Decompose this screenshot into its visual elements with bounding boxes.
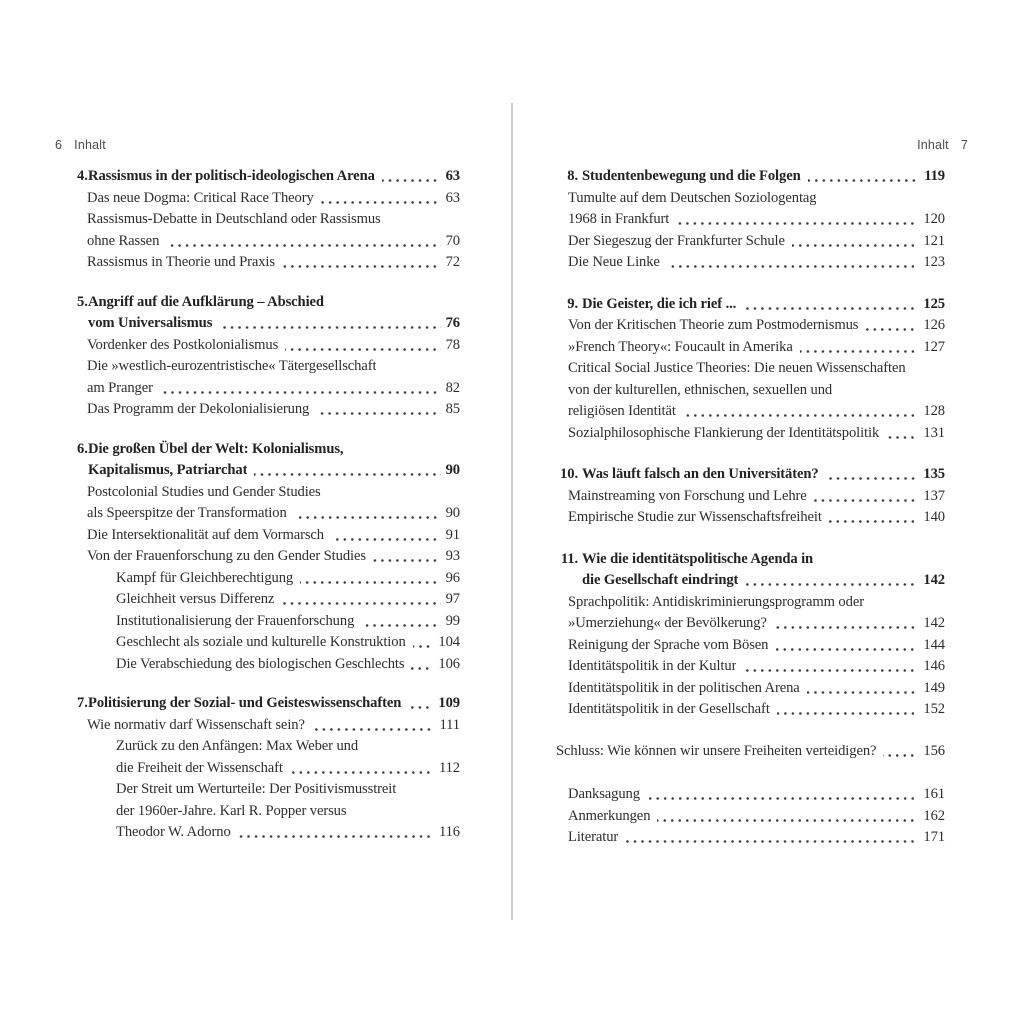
toc-page-number: 112 (438, 759, 460, 776)
toc-entry-text: Sprachpolitik: Antidiskriminierungsprogramm oder (568, 593, 864, 610)
toc-row (77, 589, 460, 611)
dot-leader (745, 570, 918, 592)
toc-row (556, 613, 945, 635)
toc-entry-text: vom Universalismus (88, 315, 213, 331)
toc-row (77, 758, 460, 780)
toc-entry-text: Literatur (568, 829, 619, 845)
dot-leader (238, 822, 434, 844)
toc-entry-text: Die Verabschiedung des biologischen Geschlechts (116, 655, 405, 672)
toc-entry-text: Identitätspolitik in der politischen Arena (568, 679, 800, 696)
toc-row (77, 356, 460, 378)
toc-page-number: 144 (923, 636, 945, 653)
dot-leader (743, 294, 918, 316)
toc-row (556, 635, 945, 657)
dot-leader (829, 507, 919, 529)
toc-page-number: 70 (445, 232, 460, 249)
toc-entry-text: Kapitalismus, Patriarchat (88, 462, 248, 478)
toc-entry-text: religiösen Identität (568, 403, 676, 419)
running-header-right (917, 138, 968, 152)
toc-entry-text: von der kulturellen, ethnischen, sexuellen und (568, 381, 833, 398)
toc-row (77, 715, 460, 737)
toc-row (77, 503, 460, 525)
toc-page-number: 104 (438, 634, 460, 650)
toc-entry-text: »French Theory«: Foucault in Amerika (568, 338, 793, 355)
toc-row (556, 401, 945, 423)
dot-leader (814, 486, 919, 508)
toc-row (77, 460, 460, 482)
toc-row (77, 822, 460, 844)
toc-row (556, 423, 945, 445)
toc-section (556, 464, 945, 529)
toc-entry-text: Kampf für Gleichberechtigung (116, 569, 294, 586)
toc-row (77, 252, 460, 274)
dot-leader (808, 166, 920, 188)
toc-entry-text: Wie die identitätspolitische Agenda in (582, 550, 814, 567)
dot-leader (285, 335, 440, 357)
dot-leader (219, 313, 440, 335)
toc-page-number: 96 (445, 569, 460, 586)
toc-entry-text: Das Programm der Dekolonialisierung (87, 401, 310, 417)
toc-row (77, 568, 460, 590)
running-title-left: Inhalt (74, 138, 106, 152)
toc-page-number: 126 (923, 317, 945, 333)
dot-leader (657, 806, 918, 828)
toc-row (556, 231, 945, 253)
toc-page-number: 127 (923, 338, 945, 355)
toc-row (556, 380, 945, 402)
dot-leader (290, 758, 434, 780)
chapter-number: 4. (77, 168, 88, 184)
toc-entry-text: am Pranger (87, 379, 153, 396)
toc-section (556, 784, 945, 849)
toc-entry-text: »Umerziehung« der Bevölkerung? (568, 615, 767, 631)
toc-page-number: 90 (445, 505, 460, 521)
chapter-number: 11. (560, 550, 578, 567)
chapter-number: 9. (567, 295, 578, 312)
toc-entry-text: Was läuft falsch an den Universitäten? (582, 466, 819, 482)
toc-page-number: 121 (923, 232, 945, 249)
toc-row (77, 779, 460, 801)
dot-leader (413, 632, 434, 654)
dot-leader (321, 188, 441, 210)
toc-page-number: 106 (438, 655, 460, 672)
dot-leader (883, 741, 918, 763)
toc-entry-text: Tumulte auf dem Deutschen Soziologentag (568, 189, 817, 206)
toc-row (556, 570, 945, 592)
toc-entry-text: Rassismus in Theorie und Praxis (87, 254, 275, 270)
toc-page-number: 171 (923, 829, 945, 845)
toc-page-number: 63 (445, 189, 460, 206)
toc-entry-text: Sozialphilosophische Flankierung der Identitätspolitik (568, 424, 880, 441)
dot-leader (865, 315, 918, 337)
toc-entry-text: Mainstreaming von Forschung und Lehre (568, 487, 807, 504)
toc-chapter-row (77, 166, 460, 188)
toc-page-number: 131 (923, 424, 945, 441)
dot-leader (647, 784, 918, 806)
dot-leader (254, 460, 440, 482)
toc-section (77, 439, 460, 676)
toc-page-number: 72 (445, 254, 460, 270)
toc-row (556, 656, 945, 678)
toc-page-number: 109 (438, 695, 460, 711)
dot-leader (777, 699, 919, 721)
toc-row (556, 315, 945, 337)
toc-page-number: 91 (445, 526, 460, 543)
toc-page-number: 93 (445, 548, 460, 564)
page-number-left: 6 (55, 138, 63, 152)
toc-page-number: 146 (923, 658, 945, 674)
toc-page-number: 120 (923, 211, 945, 227)
toc-section (556, 741, 945, 763)
toc-row (556, 827, 945, 849)
toc-chapter-row (77, 439, 460, 461)
toc-entry-text: Die Intersektionalität auf dem Vormarsch (87, 526, 324, 543)
toc-section (77, 292, 460, 421)
chapter-number: 8. (567, 168, 578, 184)
toc-entry-text: Politisierung der Sozial- und Geisteswissenschaften (88, 695, 402, 711)
chapter-number: 6. (77, 440, 88, 457)
toc-entry-text: Angriff auf die Aufklärung – Abschied (88, 293, 324, 310)
toc-page-number: 97 (445, 591, 460, 607)
chapter-number: 10. (560, 466, 578, 482)
toc-entry-text: Postcolonial Studies und Gender Studies (87, 483, 321, 500)
toc-page-number: 123 (923, 254, 945, 270)
toc-row (77, 525, 460, 547)
toc-row (556, 806, 945, 828)
toc-entry-text: der 1960er-Jahre. Karl R. Popper versus (116, 802, 347, 819)
toc-entry-text: Schluss: Wie können wir unsere Freiheiten verteidigen? (556, 742, 877, 759)
toc-row (556, 784, 945, 806)
toc-row (556, 337, 945, 359)
toc-chapter-row (77, 693, 460, 715)
dot-leader (300, 568, 440, 590)
toc-page-number: 161 (923, 786, 945, 802)
dot-leader (683, 401, 919, 423)
dot-leader (282, 252, 441, 274)
page-divider (511, 103, 513, 920)
toc-section (556, 294, 945, 445)
toc-row (556, 188, 945, 210)
toc-page-number: 111 (439, 716, 460, 733)
toc-row (77, 482, 460, 504)
toc-entry-text: Gleichheit versus Differenz (116, 591, 275, 607)
toc-row (556, 699, 945, 721)
toc-row (556, 507, 945, 529)
dot-leader (382, 166, 441, 188)
dot-leader (774, 613, 919, 635)
toc-entry-text: Der Streit um Werturteile: Der Positivismusstreit (116, 781, 397, 797)
toc-entry-text: Identitätspolitik in der Kultur (568, 658, 737, 674)
toc-page-number: 128 (923, 403, 945, 419)
toc-entry-text: Reinigung der Sprache vom Bösen (568, 636, 769, 653)
toc-page-number: 152 (923, 701, 945, 717)
toc-entry-text: Anmerkungen (568, 807, 651, 824)
toc-entry-text: Identitätspolitik in der Gesellschaft (568, 701, 770, 717)
toc-chapter-row (556, 166, 945, 188)
dot-leader (281, 589, 440, 611)
dot-leader (316, 399, 440, 421)
left-page-toc (77, 166, 460, 844)
toc-entry-text: Theodor W. Adorno (116, 824, 231, 840)
dot-leader (826, 464, 919, 486)
toc-row (77, 399, 460, 421)
toc-row (556, 592, 945, 614)
toc-page-number: 156 (923, 742, 945, 759)
dot-leader (625, 827, 918, 849)
toc-chapter-row (556, 549, 945, 571)
toc-row (556, 678, 945, 700)
toc-entry-text: Das neue Dogma: Critical Race Theory (87, 189, 314, 206)
toc-entry-text: ohne Rassen (87, 232, 160, 249)
toc-entry-text: Institutionalisierung der Frauenforschung (116, 612, 355, 629)
toc-page-number: 142 (923, 572, 945, 588)
toc-row (556, 252, 945, 274)
toc-row (556, 486, 945, 508)
dot-leader (331, 525, 441, 547)
chapter-number: 5. (77, 293, 88, 310)
dot-leader (294, 503, 441, 525)
right-page-toc (556, 166, 945, 849)
toc-page-number: 63 (445, 168, 460, 184)
toc-entry-text: Studentenbewegung und die Folgen (582, 168, 801, 184)
dot-leader (676, 209, 918, 231)
toc-row (77, 801, 460, 823)
toc-section (77, 693, 460, 844)
toc-entry-text: Von der Frauenforschung zu den Gender Studies (87, 548, 366, 564)
toc-row (77, 209, 460, 231)
toc-page-number: 76 (445, 315, 460, 331)
dot-leader (411, 654, 433, 676)
toc-row (77, 611, 460, 633)
toc-entry-text: Die großen Übel der Welt: Kolonialismus, (88, 440, 344, 457)
toc-row (77, 736, 460, 758)
toc-page-number: 142 (923, 615, 945, 631)
toc-row (77, 546, 460, 568)
toc-page-number: 116 (438, 824, 460, 840)
running-title-right: Inhalt (917, 138, 949, 152)
toc-chapter-row (556, 294, 945, 316)
toc-entry-text: Die »westlich-eurozentristische« Tätergesellschaft (87, 358, 377, 374)
dot-leader (373, 546, 441, 568)
toc-entry-text: Empirische Studie zur Wissenschaftsfreiheit (568, 509, 822, 525)
chapter-number: 7. (77, 695, 88, 711)
toc-row (77, 335, 460, 357)
toc-page-number: 140 (923, 509, 945, 525)
dot-leader (800, 337, 919, 359)
dot-leader (408, 693, 433, 715)
toc-page-number: 78 (445, 336, 460, 353)
toc-row (77, 378, 460, 400)
toc-entry-text: Die Neue Linke (568, 254, 660, 270)
dot-leader (361, 611, 440, 633)
dot-leader (775, 635, 918, 657)
toc-page-number: 149 (923, 679, 945, 696)
running-header-left (55, 138, 106, 152)
dot-leader (886, 423, 918, 445)
toc-entry-text: Danksagung (568, 786, 640, 802)
toc-entry-text: Zurück zu den Anfängen: Max Weber und (116, 738, 359, 754)
toc-entry-text: Critical Social Justice Theories: Die neuen Wissenschaften (568, 360, 906, 376)
toc-entry-text: Wie normativ darf Wissenschaft sein? (87, 716, 305, 733)
toc-entry-text: die Gesellschaft eindringt (582, 572, 739, 588)
toc-entry-text: Von der Kritischen Theorie zum Postmodernismus (568, 317, 859, 333)
toc-chapter-row (556, 464, 945, 486)
toc-row (77, 188, 460, 210)
dot-leader (166, 231, 440, 253)
toc-entry-text: Die Geister, die ich rief ... (582, 295, 737, 312)
toc-entry-text: Geschlecht als soziale und kulturelle Konstruktion (116, 634, 406, 650)
dot-leader (743, 656, 918, 678)
toc-page-number: 90 (445, 462, 460, 478)
toc-page-number: 99 (445, 612, 460, 629)
toc-entry-text: die Freiheit der Wissenschaft (116, 759, 283, 776)
toc-page-number: 119 (924, 168, 945, 184)
toc-row (77, 632, 460, 654)
toc-row (77, 313, 460, 335)
toc-entry-text: 1968 in Frankfurt (568, 211, 670, 227)
toc-page-number: 85 (445, 401, 460, 417)
toc-entry-text: Vordenker des Postkolonialismus (87, 336, 279, 353)
dot-leader (667, 252, 919, 274)
toc-row (556, 741, 945, 763)
dot-leader (792, 231, 919, 253)
toc-row (556, 358, 945, 380)
toc-page-number: 137 (923, 487, 945, 504)
toc-chapter-row (77, 292, 460, 314)
toc-section (556, 166, 945, 274)
dot-leader (807, 678, 919, 700)
toc-page-number: 162 (923, 807, 945, 824)
dot-leader (160, 378, 441, 400)
page-number-right: 7 (960, 138, 968, 152)
toc-row (556, 209, 945, 231)
toc-row (77, 654, 460, 676)
dot-leader (312, 715, 435, 737)
toc-entry-text: Der Siegeszug der Frankfurter Schule (568, 232, 785, 249)
toc-page-number: 135 (923, 466, 945, 482)
toc-entry-text: Rassismus-Debatte in Deutschland oder Rassismus (87, 211, 381, 227)
toc-entry-text: als Speerspitze der Transformation (87, 505, 287, 521)
toc-entry-text: Rassismus in der politisch-ideologischen Arena (88, 168, 375, 184)
toc-page-number: 82 (445, 379, 460, 396)
toc-section (556, 549, 945, 721)
toc-section (77, 166, 460, 274)
toc-page-number: 125 (923, 295, 945, 312)
toc-row (77, 231, 460, 253)
